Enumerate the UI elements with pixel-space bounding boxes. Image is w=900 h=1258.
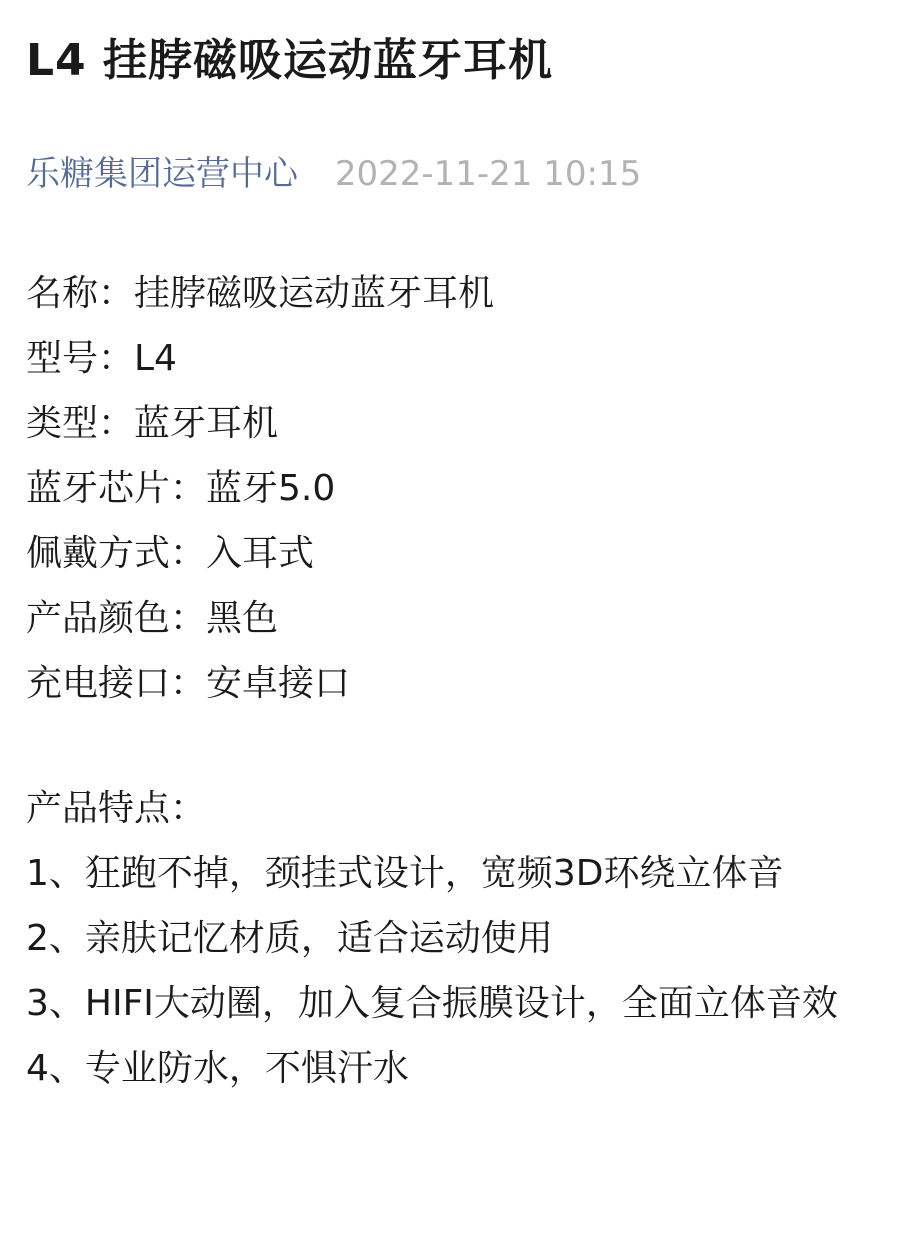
- feature-item: 1、狂跑不掉，颈挂式设计，宽频3D环绕立体音: [26, 853, 784, 894]
- article-meta: [26, 152, 874, 196]
- feature-item: 4、专业防水，不惧汗水: [26, 1048, 409, 1089]
- article-title: L4 挂脖磁吸运动蓝牙耳机: [26, 35, 553, 86]
- spec-list: [26, 261, 874, 716]
- publish-time: 2022-11-21 10:15: [334, 154, 642, 194]
- paragraph-spacer: [26, 716, 874, 776]
- author-link[interactable]: 乐糖集团运营中心: [26, 154, 298, 194]
- features-section: [26, 776, 874, 1101]
- spec-line-name: 名称：挂脖磁吸运动蓝牙耳机: [26, 273, 495, 314]
- spec-line-model: 型号：L4: [26, 338, 177, 379]
- spec-line-wearing-style: 佩戴方式：入耳式: [26, 533, 315, 574]
- spec-line-bluetooth-chip: 蓝牙芯片：蓝牙5.0: [26, 468, 336, 509]
- features-heading: 产品特点：: [26, 788, 207, 829]
- spec-line-charging-port: 充电接口：安卓接口: [26, 663, 351, 704]
- feature-item: 2、亲肤记忆材质，适合运动使用: [26, 918, 553, 959]
- spec-line-color: 产品颜色：黑色: [26, 598, 279, 639]
- feature-item: 3、HIFI大动圈，加入复合振膜设计，全面立体音效: [26, 983, 838, 1024]
- spec-line-type: 类型：蓝牙耳机: [26, 403, 279, 444]
